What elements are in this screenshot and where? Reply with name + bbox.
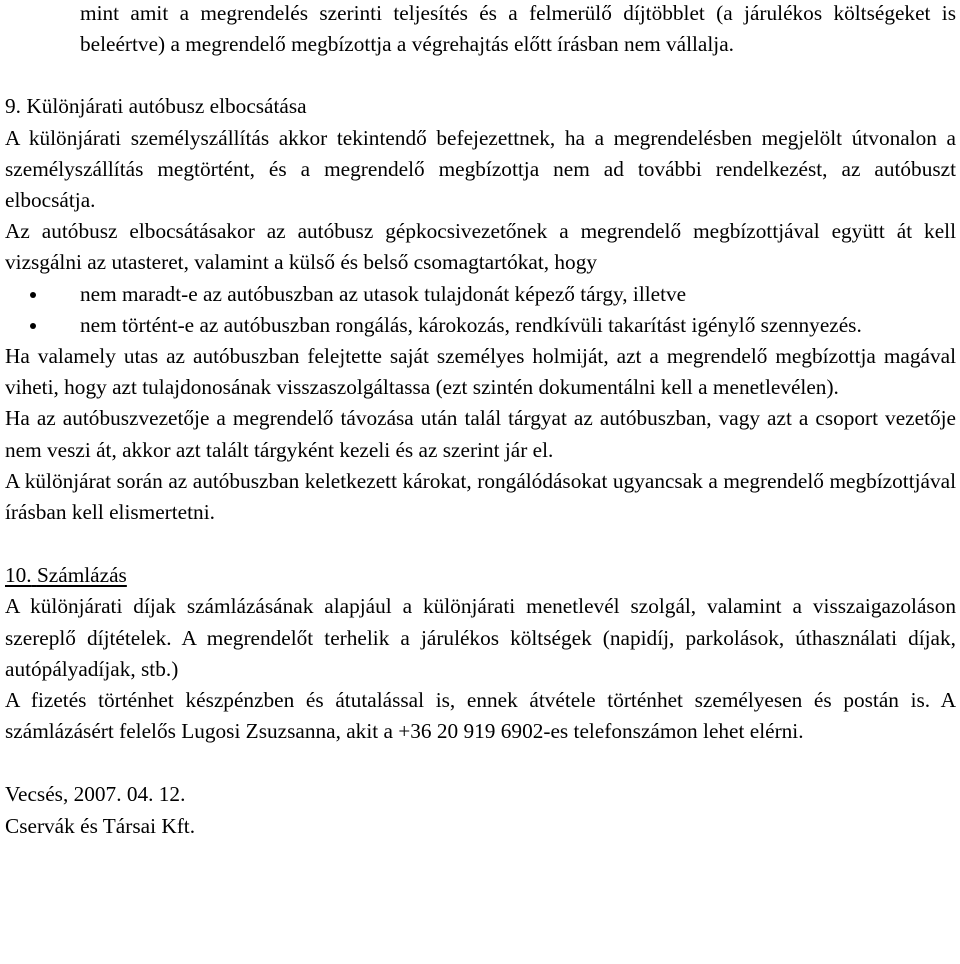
section-9-paragraph-4: Ha az autóbuszvezetője a megrendelő távozása után talál tárgyat az autóbuszban, vagy azt a csoport vezetője nem veszi át, akkor azt talált tárgyként kezeli és az szerint jár el.: [5, 406, 956, 462]
section-9-number: 9.: [5, 94, 21, 119]
section-9-title: Különjárati autóbusz elbocsátása: [26, 94, 307, 119]
signature-place-date: Vecsés, 2007. 04. 12.: [5, 782, 186, 807]
list-item-text: nem történt-e az autóbuszban rongálás, károkozás, rendkívüli takarítást igénylő szennyezés.: [80, 312, 862, 337]
list-item-text: nem maradt-e az autóbuszban az utasok tulajdonát képező tárgy, illetve: [80, 281, 687, 306]
section-10-heading-text: [5, 563, 127, 587]
section-9-paragraph-2: Az autóbusz elbocsátásakor az autóbusz gépkocsivezetőnek a megrendelő megbízottjával együtt át kell vizsgálni az utasteret, valamint a külső és belső csomagtartókat, hogy: [5, 219, 956, 275]
signature-company: Cservák és Társai Kft.: [5, 813, 196, 838]
section-10-title: Számlázás: [36, 563, 127, 588]
bullet-icon: [30, 323, 36, 329]
section-10-paragraph-2: A fizetés történhet készpénzben és átutalással is, ennek átvétele történhet személyesen és postán is. A számlázásért felelős Lugosi Zsuzsanna, akit a +36 20 919 6902-es telefonszámon lehet elérni.: [5, 688, 956, 744]
bullet-icon: [30, 292, 36, 298]
section-9-paragraph-3: Ha valamely utas az autóbuszban felejtette saját személyes holmiját, azt a megrendelő megbízottja magával viheti, hogy azt tulajdonosának visszaszolgáltassa (ezt szintén dokumentálni kell a menetlevélen).: [5, 344, 956, 400]
list-item: [5, 310, 956, 341]
section-9-paragraph-5: A különjárat során az autóbuszban keletkezett károkat, rongálódásokat ugyancsak a megrendelő megbízottjával írásban kell elismertetni.: [5, 468, 956, 525]
section-10-paragraph-1: A különjárati díjak számlázásának alapjául a különjárati menetlevél szolgál, valamint a visszaigazoláson szereplő díjtételek. A megrendelőt terhelik a járulékos költségek (napidíj, parkolások, úthasználati díjak, autópályadíjak, stb.): [5, 594, 956, 681]
section-10-number: 10.: [5, 563, 32, 588]
intro-paragraph: mint amit a megrendelés szerinti teljesítés és a felmerülő díjtöbblet (a járulékos költségeket is beleértve) a megrendelő megbízottja a végrehajtás előtt írásban nem vállalja.: [80, 1, 956, 57]
document-page: [5, 0, 956, 842]
section-9-paragraph-1: A különjárati személyszállítás akkor tekintendő befejezettnek, ha a megrendelésben megjelölt útvonalon a személyszállítás megtörtént, és a megrendelő megbízottja nem ad további rendelkezést, az autóbuszt elbocsátja.: [5, 125, 956, 213]
section-9-heading: [5, 91, 956, 122]
list-item: [5, 279, 956, 310]
section-10-heading: [5, 560, 956, 591]
section-9-bullet-list: [5, 279, 956, 341]
